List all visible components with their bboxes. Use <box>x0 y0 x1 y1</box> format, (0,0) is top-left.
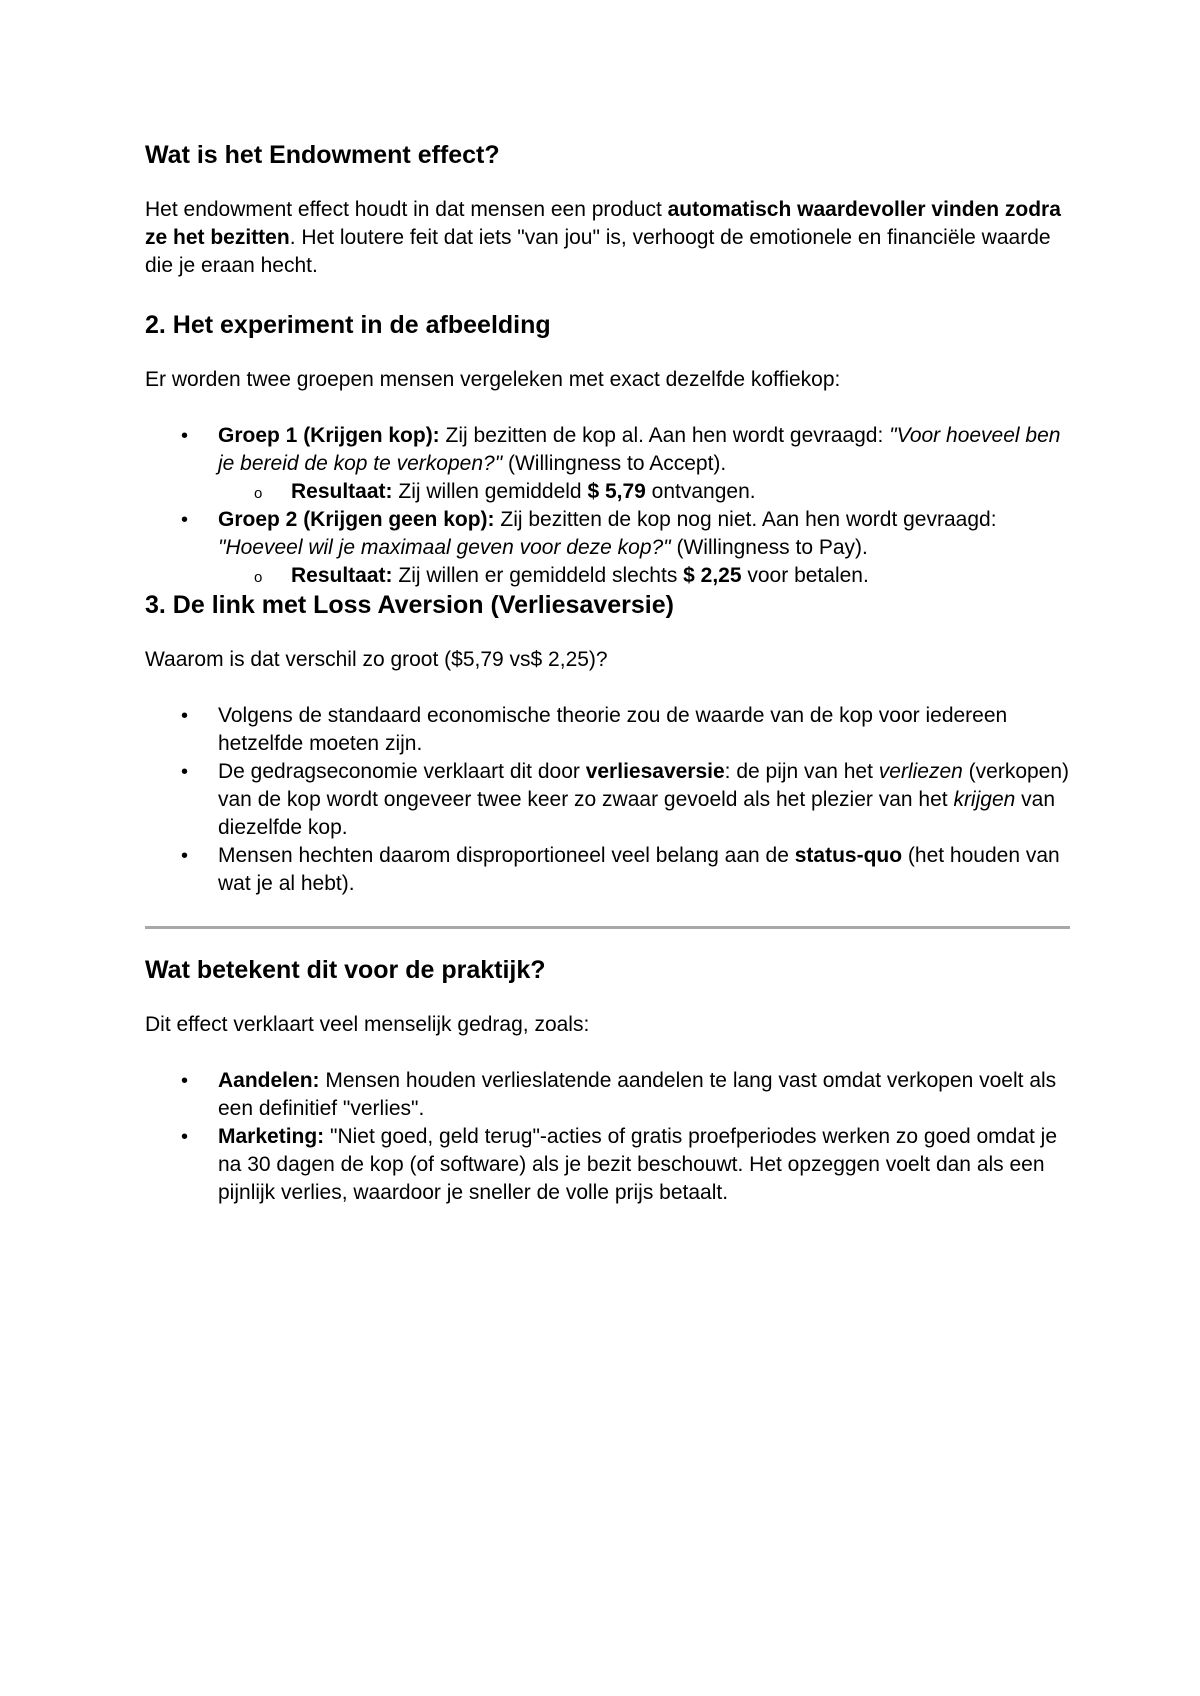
heading-practice: Wat betekent dit voor de praktijk? <box>145 956 546 984</box>
paragraph-loss-aversion-intro: Waarom is dat verschil zo groot ($5,79 vs$ 2,25)? <box>145 648 608 671</box>
heading-endowment-effect: Wat is het Endowment effect? <box>145 141 500 169</box>
list-item-group-1-result: o Resultaat: Zij willen gemiddeld $ 5,79 ontvangen. <box>218 478 1070 506</box>
loss-aversion-list <box>145 702 1070 898</box>
sub-bullet-icon: o <box>254 569 263 586</box>
bullet-icon: • <box>181 1070 189 1092</box>
experiment-groups-list <box>145 422 1070 590</box>
heading-loss-aversion: 3. De link met Loss Aversion (Verliesaversie) <box>145 591 674 619</box>
value-wtp: $ 2,25 <box>683 564 742 587</box>
bullet-icon: • <box>181 761 189 783</box>
bullet-icon: • <box>181 705 189 727</box>
list-item-group-2-result: o Resultaat: Zij willen er gemiddeld slechts $ 2,25 voor betalen. <box>218 562 1070 590</box>
list-item-stocks: • Aandelen: Mensen houden verlieslatende aandelen te lang vast omdat verkopen voelt als een definitief "verlies". <box>181 1069 1057 1120</box>
paragraph-practice-intro: Dit effect verklaart veel menselijk gedrag, zoals: <box>145 1013 590 1036</box>
list-item-behavioral-economics: • De gedragseconomie verklaart dit door verliesaversie: de pijn van het verliezen (verkopen) van de kop wordt ongeveer twee keer zo zwaar gevoeld als het plezier van het krijgen van diezelfde kop. <box>181 760 1070 839</box>
sub-bullet-icon: o <box>254 485 263 502</box>
paragraph-definition: Het endowment effect houdt in dat mensen een product automatisch waardevoller vinden zodra ze het bezitten. Het loutere feit dat iets "van jou" is, verhoogt de emotionele en financiële waarde die je eraan hecht. <box>145 198 1061 277</box>
list-item-status-quo: • Mensen hechten daarom disproportioneel veel belang aan de status-quo (het houden van wat je al hebt). <box>181 844 1060 895</box>
heading-experiment: 2. Het experiment in de afbeelding <box>145 311 551 339</box>
emphasis-definition: automatisch waardevoller vinden zodra ze het bezitten <box>145 198 1061 249</box>
list-item-standard-theory: • Volgens de standaard economische theorie zou de waarde van de kop voor iedereen hetzelfde moeten zijn. <box>181 704 1008 755</box>
bullet-icon: • <box>181 1126 189 1148</box>
list-item-group-1: • Groep 1 (Krijgen kop): Zij bezitten de kop al. Aan hen wordt gevraagd: "Voor hoeveel ben je bereid de kop te verkopen?" (Willingness to Accept). o Resultaat: Zij willen gemiddeld $ 5,79 ontvangen. <box>145 422 1070 506</box>
value-wta: $ 5,79 <box>587 480 646 503</box>
horizontal-divider <box>145 926 1070 929</box>
paragraph-experiment-intro: Er worden twee groepen mensen vergeleken met exact dezelfde koffiekop: <box>145 368 841 391</box>
bullet-icon: • <box>181 509 189 531</box>
group-2-result-list <box>218 562 1070 590</box>
group-1-result-list <box>218 478 1070 506</box>
practice-list <box>145 1067 1070 1207</box>
bullet-icon: • <box>181 425 189 447</box>
bullet-icon: • <box>181 845 189 867</box>
list-item-group-2: • Groep 2 (Krijgen geen kop): Zij bezitten de kop nog niet. Aan hen wordt gevraagd: "Hoeveel wil je maximaal geven voor deze kop?" (Willingness to Pay). o Resultaat: Zij willen er gemiddeld slechts $ 2,25 voor betalen. <box>145 506 1070 590</box>
list-item-marketing: • Marketing: "Niet goed, geld terug"-acties of gratis proefperiodes werken zo goed omdat je na 30 dagen de kop (of software) als je bezit beschouwt. Het opzeggen voelt dan als een pijnlijk verlies, waardoor je sneller de volle prijs betaalt. <box>181 1125 1058 1204</box>
